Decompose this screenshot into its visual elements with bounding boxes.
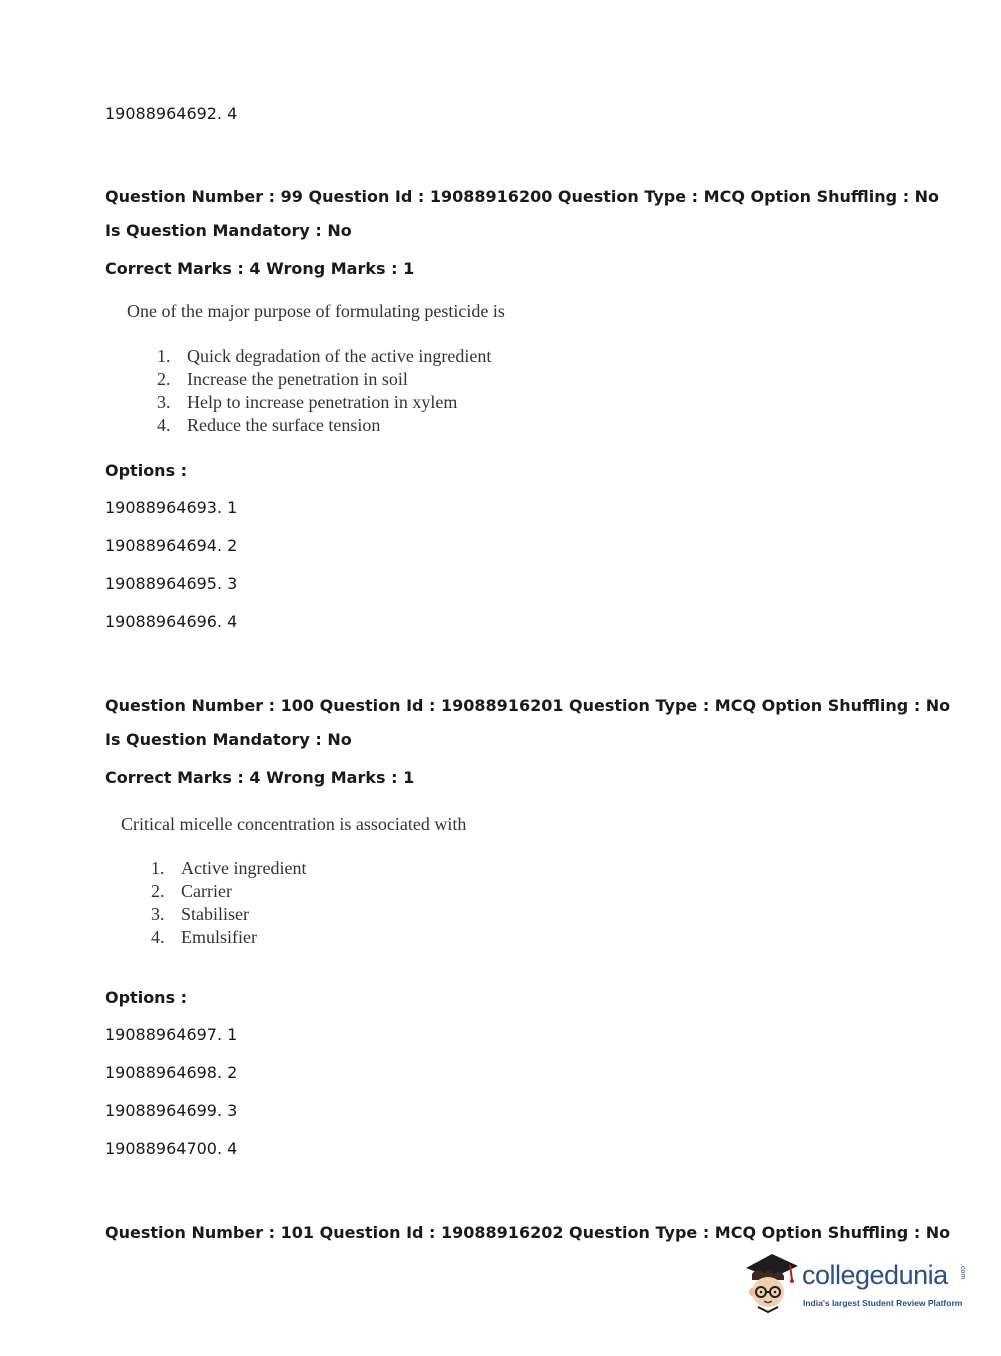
logo-domain-suffix: .com xyxy=(959,1264,966,1280)
q100-option: 19088964699. 3 xyxy=(105,1101,238,1120)
q100-marks: Correct Marks : 4 Wrong Marks : 1 xyxy=(105,768,415,787)
q100-option: 19088964698. 2 xyxy=(105,1063,238,1082)
q100-choice: 3. Stabiliser xyxy=(151,904,249,924)
q99-header: Question Number : 99 Question Id : 19088916200 Question Type : MCQ Option Shuffling : No xyxy=(105,187,940,206)
q100-options-label: Options : xyxy=(105,988,188,1007)
previous-option: 19088964692. 4 xyxy=(105,104,238,123)
q100-header: Question Number : 100 Question Id : 19088916201 Question Type : MCQ Option Shuffling : No xyxy=(105,696,951,715)
q100-choice: 2. Carrier xyxy=(151,881,232,901)
q99-options-label: Options : xyxy=(105,461,188,480)
q99-choice: 4. Reduce the surface tension xyxy=(157,415,381,435)
q100-choice-list xyxy=(151,857,306,949)
q100-option: 19088964700. 4 xyxy=(105,1139,238,1158)
logo-wordmark: collegedunia xyxy=(802,1260,948,1290)
q99-marks: Correct Marks : 4 Wrong Marks : 1 xyxy=(105,259,415,278)
q100-option: 19088964697. 1 xyxy=(105,1025,238,1044)
q99-choice: 1. Quick degradation of the active ingredient xyxy=(157,346,492,366)
q99-choice: 3. Help to increase penetration in xylem xyxy=(157,392,458,412)
collegedunia-logo[interactable] xyxy=(742,1250,972,1320)
mascot-icon xyxy=(742,1250,804,1320)
q99-option: 19088964694. 2 xyxy=(105,536,238,555)
q99-choice-list xyxy=(157,345,491,437)
q100-choice: 1. Active ingredient xyxy=(151,858,307,878)
q99-option: 19088964696. 4 xyxy=(105,612,238,631)
q101-header: Question Number : 101 Question Id : 19088916202 Question Type : MCQ Option Shuffling : No xyxy=(105,1223,951,1242)
q99-option: 19088964695. 3 xyxy=(105,574,238,593)
q100-choice: 4. Emulsifier xyxy=(151,927,257,947)
q100-question-text: Critical micelle concentration is associated with xyxy=(121,814,467,834)
q100-mandatory: Is Question Mandatory : No xyxy=(105,730,352,749)
q99-option: 19088964693. 1 xyxy=(105,498,238,517)
logo-tagline: India's largest Student Review Platform xyxy=(803,1298,963,1308)
q99-mandatory: Is Question Mandatory : No xyxy=(105,221,352,240)
q99-question-text: One of the major purpose of formulating pesticide is xyxy=(127,301,505,321)
q99-choice: 2. Increase the penetration in soil xyxy=(157,369,408,389)
